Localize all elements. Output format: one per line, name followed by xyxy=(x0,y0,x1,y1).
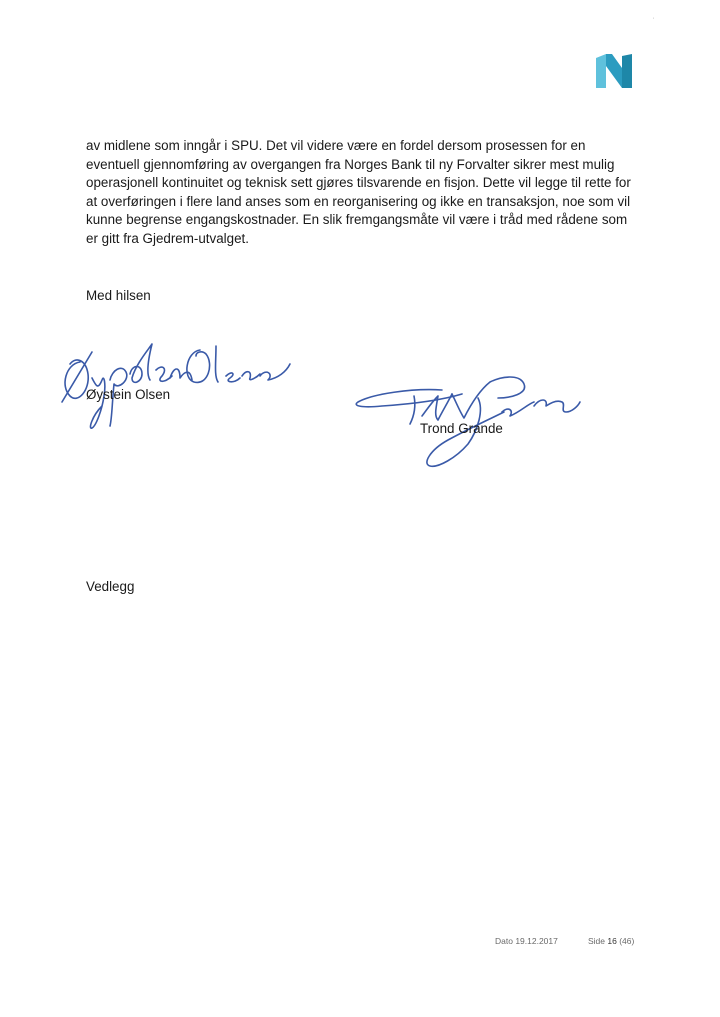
body-line: av midlene som inngår i SPU. Det vil videre være en fordel dersom prosessen for en xyxy=(86,138,586,153)
body-line: operasjonell kontinuitet og teknisk sett gjøres tilsvarende en fisjon. Dette vil legge til rette for xyxy=(86,175,631,191)
body-line: eventuell gjennomføring av overgangen fra Norges Bank til ny Forvalter sikrer mest mulig xyxy=(86,156,615,172)
letter-body xyxy=(86,137,646,249)
n-logo-icon xyxy=(596,54,632,88)
body-line: at overføringen i flere land anses som en reorganisering og ikke en transaksjon, noe som vil xyxy=(86,193,631,209)
body-line: er gitt fra Gjedrem-utvalget. xyxy=(86,230,249,246)
logo-right-bar xyxy=(622,54,632,88)
scan-mark: ' xyxy=(653,18,655,24)
body-line: kunne begrense engangskostnader. En slik fremgangsmåte vil være i tråd med rådene som xyxy=(86,212,628,228)
signature-oystein-olsen xyxy=(52,334,292,434)
page-number: 16 xyxy=(607,936,617,946)
logo-left-bar xyxy=(596,54,606,88)
page-prefix: Side xyxy=(588,936,608,946)
page-total: (46) xyxy=(616,936,635,946)
signer-name: Øystein Olsen xyxy=(86,387,171,402)
attachment-label: Vedlegg xyxy=(86,579,135,594)
footer-date: Dato 19.12.2017 xyxy=(495,936,558,946)
closing-greeting: Med hilsen xyxy=(86,288,151,303)
signer-name: Trond Grande xyxy=(420,421,503,436)
footer-page-number xyxy=(588,936,634,946)
